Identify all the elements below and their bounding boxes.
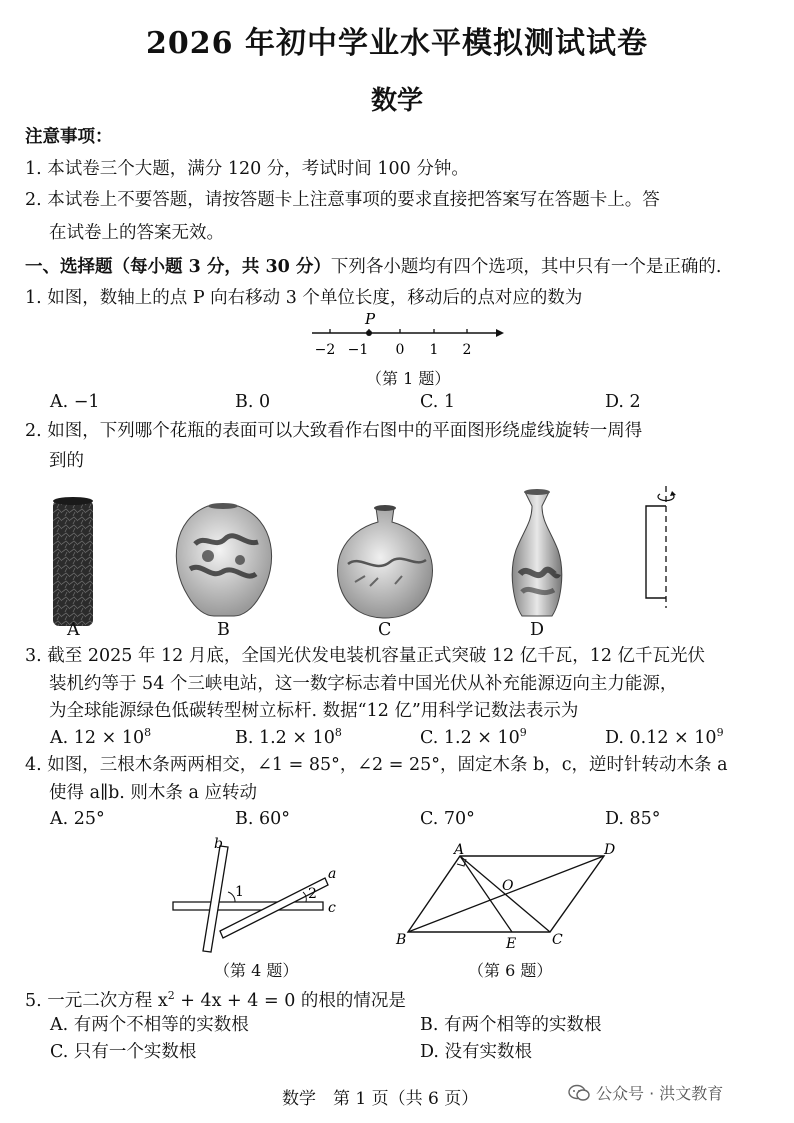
vase-label-d: D [530,620,545,640]
notice-heading: 注意事项： [25,127,113,147]
section-heading [25,254,721,280]
point-e-label: E [506,936,517,952]
q3-option-a: A. $12 \times 10^8$ [50,726,152,748]
vase-label-b: B [217,620,230,640]
tick-label: 1 [429,342,439,358]
q4-sticks-figure [165,836,345,958]
section-title: 一、选择题（每小题 3 分，共 30 分） [25,257,331,277]
vase-label-c: C [378,620,392,640]
q1-option-b: B. 0 [235,392,271,412]
q4-line-1: 4. 如图，三根木条两两相交，∠1 = 85°，∠2 = 25°，固定木条 b，c，逆时针转动木条 a [25,755,728,775]
vase-b-image [176,503,271,616]
stick-c [173,902,323,910]
watermark [568,1081,723,1104]
label-c: c [328,900,336,916]
vertex-a-label: A [454,842,465,858]
q1-option-a: A. −1 [50,392,100,412]
q4-line-2: 使得 a∥b. 则木条 a 应转动 [49,783,257,803]
q2-stem-line2: 到的 [49,451,84,471]
tick-label: −2 [314,342,336,358]
wechat-icon [568,1083,590,1103]
q4-option-c: C. 70° [420,809,475,829]
q3-line-3: 为全球能源绿色低碳转型树立标杆. 数据“12 亿”用科学记数法表示为 [49,701,579,721]
angle-2-label: 2 [308,886,317,902]
vase-label-a: A [67,620,80,640]
subject-title: 数学 [370,86,423,116]
vase-c-image [338,505,433,618]
vase-d-image [512,489,562,616]
q4-option-d: D. 85° [605,809,661,829]
q6-caption: （第 6 题） [468,961,553,980]
number-line-arrow [496,329,504,337]
q3-option-b: B. $1.2 \times 10^8$ [235,726,342,748]
page-number: 数学 第 1 页（共 6 页） [282,1089,479,1109]
label-b: b [214,836,223,852]
q1-option-d: D. 2 [605,392,641,412]
tick-label: 2 [462,342,472,358]
point-o-label: O [502,878,514,894]
q5-option-b: B. 有两个相等的实数根 [420,1015,602,1035]
vase-a-image [53,497,93,626]
watermark-text: 公众号 · 洪文教育 [596,1084,724,1103]
label-a: a [328,866,337,882]
q1-option-c: C. 1 [420,392,456,412]
notice-item-2-cont: 在试卷上的答案无效。 [49,223,224,243]
vertex-d-label: D [604,842,616,858]
q3-line-1: 3. 截至 2025 年 12 月底，全国光伏发电装机容量正式突破 12 亿千瓦，12 亿千瓦光伏 [25,646,706,666]
q4-caption: （第 4 题） [214,961,299,980]
page-title: 2026 年初中学业水平模拟测试试卷 [146,26,648,61]
rotation-shape-figure [646,486,676,608]
q5-option-d: D. 没有实数根 [420,1042,533,1062]
section-desc: 下列各小题均有四个选项，其中只有一个是正确的. [330,257,722,277]
q4-option-a: A. 25° [50,809,105,829]
number-line-figure [300,306,510,364]
q1-stem: 1. 如图，数轴上的点 P 向右移动 3 个单位长度，移动后的点对应的数为 [25,288,583,308]
q1-caption: （第 1 题） [366,369,451,388]
angle-1-label: 1 [235,884,244,900]
q5-stem: 5. 一元二次方程 $x^2 + 4x + 4 = 0$ 的根的情况是 [25,989,406,1011]
q5-option-a: A. 有两个不相等的实数根 [50,1015,249,1035]
q4-option-b: B. 60° [235,809,291,829]
point-p-label: P [365,310,376,328]
vertex-b-label: B [396,932,407,948]
q3-option-d: D. $0.12 \times 10^9$ [605,726,724,748]
tick-label: −1 [347,342,369,358]
q3-option-c: C. $1.2 \times 10^9$ [420,726,527,748]
vases-figure [30,484,750,640]
point-p-dot [366,330,372,336]
vertex-c-label: C [552,932,563,948]
q3-line-2: 装机约等于 54 个三峡电站，这一数字标志着中国光伏从补充能源迈向主力能源， [49,674,678,694]
q6-parallelogram-figure [390,838,630,954]
q5-option-c: C. 只有一个实数根 [50,1042,197,1062]
tick-label: 0 [395,342,405,358]
q2-stem-line1: 2. 如图，下列哪个花瓶的表面可以大致看作右图中的平面图形绕虚线旋转一周得 [25,421,643,441]
notice-item-2: 2. 本试卷上不要答题，请按答题卡上注意事项的要求直接把答案写在答题卡上。答 [25,190,660,210]
notice-item-1: 1. 本试卷三个大题，满分 120 分，考试时间 100 分钟。 [25,159,469,179]
